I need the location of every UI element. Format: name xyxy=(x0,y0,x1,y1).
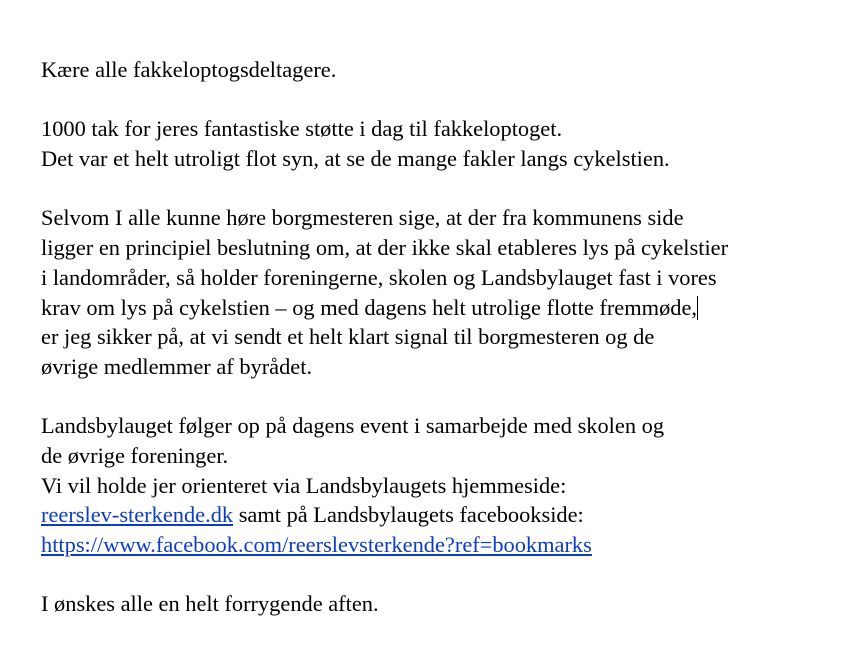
document-body[interactable] xyxy=(41,55,856,619)
blank-line xyxy=(41,382,856,412)
paragraph2-line-3: i landområder, så holder foreningerne, skolen og Landsbylauget fast i vores xyxy=(41,264,717,290)
paragraph2-line-4 xyxy=(41,293,856,323)
website-line xyxy=(41,500,856,530)
website-suffix: samt på Landsbylaugets facebookside: xyxy=(233,502,584,528)
paragraph2-line-5: er jeg sikker på, at vi sendt et helt klart signal til borgmesteren og de xyxy=(41,324,655,350)
paragraph1-line-1: 1000 tak for jeres fantastiske støtte i dag til fakkeloptoget. xyxy=(41,116,563,142)
text-cursor xyxy=(697,296,698,320)
blank-line xyxy=(41,85,856,115)
paragraph2-line-4-text: krav om lys på cykelstien – og med dagens helt utrolige flotte fremmøde, xyxy=(41,294,697,320)
paragraph2-line-2: ligger en principiel beslutning om, at der ikke skal etableres lys på cykelstier xyxy=(41,235,729,261)
blank-line xyxy=(41,560,856,590)
paragraph3-line-1: Landsbylauget følger op på dagens event i samarbejde med skolen og xyxy=(41,413,665,439)
facebook-line xyxy=(41,530,856,560)
paragraph2-line-1: Selvom I alle kunne høre borgmesteren sige, at der fra kommunens side xyxy=(41,205,684,231)
paragraph3-line-2: de øvrige foreninger. xyxy=(41,442,229,468)
paragraph2-line-6: øvrige medlemmer af byrådet. xyxy=(41,353,313,379)
website-link[interactable]: reerslev-sterkende.dk xyxy=(41,502,234,528)
blank-line xyxy=(41,174,856,204)
facebook-link[interactable]: https://www.facebook.com/reerslevsterkende?ref=bookmarks xyxy=(41,532,592,557)
paragraph1-line-2: Det var et helt utroligt flot syn, at se de mange fakler langs cykelstien. xyxy=(41,146,670,172)
greeting-line: Kære alle fakkeloptogsdeltagere. xyxy=(41,57,337,82)
paragraph3-line-3: Vi vil holde jer orienteret via Landsbylaugets hjemmeside: xyxy=(41,472,567,498)
closing-line: I ønskes alle en helt forrygende aften. xyxy=(41,591,379,617)
